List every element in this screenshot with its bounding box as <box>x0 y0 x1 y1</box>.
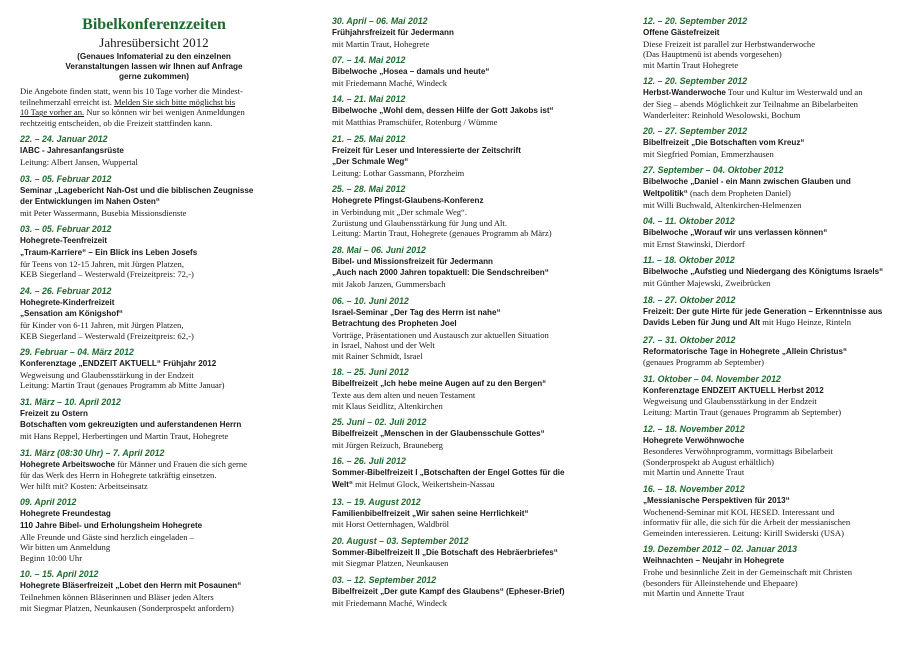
event-line <box>20 481 288 492</box>
event-detail-text: Leitung: Albert Jansen, Wuppertal <box>20 156 138 167</box>
event-date: 24. – 26. Februar 2012 <box>20 285 112 296</box>
event-date: 31. März (08:30 Uhr) – 7. April 2012 <box>20 447 165 458</box>
event-title-text: Hohegrete Arbeitswoche <box>20 459 116 469</box>
event-detail-text: (genaues Programm ab September) <box>643 357 764 368</box>
event-line <box>20 431 288 442</box>
event-line <box>332 267 600 279</box>
event-title-text: Welt“ <box>332 480 353 490</box>
event-line <box>643 87 905 99</box>
event-date: 12. – 20. September 2012 <box>643 76 748 87</box>
event-line <box>20 259 288 270</box>
event-date: 27. – 31. Oktober 2012 <box>643 334 736 345</box>
event-detail-text: mit Martin Traut, Hohegrete <box>332 38 430 49</box>
event-line <box>643 446 905 457</box>
event-entry <box>332 184 600 238</box>
event-entry <box>332 497 600 530</box>
event-detail-text: Wir bitten um Anmeldung <box>20 542 111 553</box>
event-entry <box>20 497 288 563</box>
event-entry <box>332 296 600 362</box>
event-line <box>332 428 600 440</box>
event-entry <box>20 448 288 492</box>
event-date: 18. – 25. Juni 2012 <box>332 367 409 378</box>
event-line <box>20 580 288 592</box>
event-line <box>643 200 905 211</box>
event-title-text: Betrachtung des Propheten Joel <box>332 319 457 329</box>
event-line <box>332 519 600 530</box>
event-entry <box>643 335 905 368</box>
event-date: 27. September – 04. Oktober 2012 <box>643 165 784 176</box>
event-line <box>20 419 288 431</box>
event-detail-text: KEB Siegerland – Westerwald (Freizeitpreis: 62,-) <box>20 330 194 341</box>
event-line <box>20 592 288 603</box>
event-detail-text: Wegweisung und Glaubensstärkung in der Endzeit <box>20 369 194 380</box>
page-title: Bibelkonferenzzeiten <box>82 16 226 33</box>
event-title-text: Weltpolitik“ <box>643 188 688 198</box>
event-line <box>20 380 288 391</box>
column-1 <box>20 16 288 619</box>
event-line <box>643 149 905 160</box>
event-line <box>20 542 288 553</box>
event-line <box>643 457 905 468</box>
event-line <box>643 188 905 200</box>
event-line <box>643 495 905 507</box>
event-line <box>643 278 905 289</box>
event-detail-text: mit Friedemann Maché, Windeck <box>332 77 447 88</box>
event-title-text: Bibel- und Missionsfreizeit für Jedermann <box>332 256 494 266</box>
event-line <box>643 137 905 149</box>
event-detail-text: mit Jakob Janzen, Gummersbach <box>332 278 446 289</box>
event-date: 20. – 27. September 2012 <box>643 126 748 137</box>
event-date: 30. April – 06. Mai 2012 <box>332 16 428 26</box>
event-title-text: Bibelwoche „Daniel - ein Mann zwischen Glauben und <box>643 177 851 187</box>
event-title-text: Hohegrete-Kinderfreizeit <box>20 297 115 307</box>
event-line <box>332 105 600 117</box>
event-title-text: Herbst-Wanderwoche <box>643 88 726 98</box>
event-detail-text: Tour und Kultur im Westerwald und an <box>725 87 863 98</box>
event-line <box>332 39 600 50</box>
event-entry <box>20 347 288 391</box>
event-line <box>20 145 288 157</box>
event-entry <box>332 94 600 127</box>
event-line <box>20 247 288 259</box>
intro-underlined: 10 Tage vorher an. <box>20 107 85 118</box>
event-detail-text: Zurüstung und Glaubensstärkung für Jung und Alt. <box>332 217 507 228</box>
event-entry <box>20 174 288 219</box>
event-detail-text: Beginn 10:00 Uhr <box>20 552 83 563</box>
event-detail-text: mit Jürgen Reizuch, Brauneberg <box>332 439 443 450</box>
event-title-text: Hohegrete Bläserfreizeit „Lobet den Herrn mit Posaunen“ <box>20 581 242 591</box>
event-entry <box>332 134 600 179</box>
event-title-text: Hohegrete Freundestag <box>20 509 111 519</box>
intro-text <box>20 86 288 128</box>
event-line <box>20 308 288 320</box>
event-detail-text: in Israel, Nahost und der Welt <box>332 340 435 351</box>
event-entry <box>332 367 600 411</box>
event-line <box>643 110 905 121</box>
event-title-text: Familienbibelfreizeit „Wir sahen seine Herrlichkeit“ <box>332 508 529 518</box>
event-line <box>643 306 905 318</box>
event-title-text: der Entwicklungen im Nahen Osten“ <box>20 197 160 207</box>
event-line <box>20 532 288 543</box>
event-line <box>332 390 600 401</box>
event-date: 16. – 26. Juli 2012 <box>332 456 406 467</box>
event-detail-text: Leitung: Lothar Gassmann, Pforzheim <box>332 167 465 178</box>
event-title-text: „Sensation am Königshof“ <box>20 309 123 319</box>
event-line <box>332 307 600 319</box>
event-date: 29. Februar – 04. März 2012 <box>20 347 134 358</box>
event-date: 03. – 05. Februar 2012 <box>20 224 112 235</box>
event-detail-text: für Teens von 12-15 Jahren, mit Jürgen Platzen, <box>20 258 184 269</box>
event-entry <box>643 165 905 210</box>
event-detail-text: Besonderes Verwöhnprogramm, vormittags Bibelarbeit <box>643 446 833 457</box>
event-date: 03. – 12. September 2012 <box>332 575 437 585</box>
event-date: 09. April 2012 <box>20 497 77 508</box>
event-title-text: Bibelfreizeit „Ich hebe meine Augen auf zu den Bergen“ <box>332 379 547 389</box>
event-title-text: Offene Gästefreizeit <box>643 28 720 37</box>
event-line <box>643 60 905 71</box>
event-title-text: Hohegrete-Teenfreizeit <box>20 236 108 246</box>
event-detail-text: mit Willi Buchwald, Altenkirchen-Helmenzen <box>643 199 802 210</box>
event-detail-text: (nach dem Propheten Daniel) <box>687 187 791 198</box>
event-line <box>332 27 600 39</box>
event-line <box>332 218 600 229</box>
event-line <box>643 396 905 407</box>
event-line <box>332 479 600 491</box>
event-entry <box>643 255 905 288</box>
event-entry <box>20 569 288 613</box>
event-line <box>20 603 288 614</box>
intro-line: Die Angebote finden statt, wenn bis 10 Tage vorher die Mindest- <box>20 86 243 96</box>
event-line <box>20 470 288 481</box>
event-line <box>643 357 905 368</box>
event-line <box>332 547 600 559</box>
event-title-text: 110 Jahre Bibel- und Erholungsheim Hohegrete <box>20 521 203 531</box>
event-detail-text: mit Siegmar Platzen, Neunkausen <box>332 558 449 569</box>
event-line <box>643 467 905 478</box>
event-title-text: Israel-Seminar „Der Tag des Herrn ist nahe“ <box>332 307 501 317</box>
event-detail-text: mit Rainer Schmidt, Israel <box>332 350 423 361</box>
event-title-text: Frühjahrsfreizeit für Jedermann <box>332 28 454 37</box>
event-line <box>20 196 288 208</box>
event-line <box>643 578 905 589</box>
event-entry <box>332 536 600 569</box>
event-line <box>332 156 600 168</box>
event-date: 07. – 14. Mai 2012 <box>332 55 406 66</box>
event-title-text: „Der Schmale Weg“ <box>332 157 409 167</box>
event-line <box>643 99 905 110</box>
info-note-line: (Genaues Infomaterial zu den einzelnen <box>77 52 231 61</box>
event-line <box>643 528 905 539</box>
event-detail-text: mit Günther Majewski, Zweibrücken <box>643 277 771 288</box>
event-line <box>643 407 905 418</box>
event-line <box>332 195 600 207</box>
event-line <box>332 378 600 390</box>
event-line <box>643 385 905 397</box>
event-detail-text: Texte aus dem alten und neuen Testament <box>332 390 476 401</box>
event-line <box>20 320 288 331</box>
event-line <box>332 78 600 89</box>
event-detail-text: mit Matthias Pramschüfer, Rotenburg / Wümme <box>332 116 498 127</box>
event-date: 13. – 19. August 2012 <box>332 496 421 507</box>
event-title-text: „Auch nach 2000 Jahren topaktuell: Die Sendschreiben“ <box>332 268 549 278</box>
event-date: 16. – 18. November 2012 <box>643 484 745 495</box>
event-detail-text: KEB Siegerland – Westerwald (Freizeitpreis: 72,-) <box>20 269 194 280</box>
event-line <box>332 279 600 290</box>
event-line <box>332 66 600 78</box>
event-line <box>332 117 600 128</box>
event-detail-text: Wochenend-Seminar mit KOL HESED. Interessant und <box>643 506 835 517</box>
event-detail-text: mit Martin Traut Hohegrete <box>643 59 739 70</box>
event-line <box>20 358 288 370</box>
event-title-text: Reformatorische Tage in Hohegrete „Allein Christus“ <box>643 346 848 356</box>
event-line <box>643 49 905 60</box>
event-detail-text: mit Siegfried Pomian, Emmerzhausen <box>643 148 774 159</box>
event-line <box>332 207 600 218</box>
event-line <box>643 317 905 329</box>
event-line <box>20 553 288 564</box>
event-line <box>332 340 600 351</box>
event-line <box>332 467 600 479</box>
event-line <box>332 330 600 341</box>
event-line <box>20 208 288 219</box>
event-line <box>332 401 600 412</box>
event-date: 14. – 21. Mai 2012 <box>332 94 406 105</box>
page-subtitle: Jahresübersicht 2012 <box>99 35 209 50</box>
event-line <box>332 508 600 520</box>
event-title-text: „Messianische Perspektiven für 2013“ <box>643 496 790 506</box>
event-date: 19. Dezember 2012 – 02. Januar 2013 <box>643 544 798 555</box>
event-date: 12. – 20. September 2012 <box>643 16 748 26</box>
intro-line <box>20 107 288 118</box>
event-detail-text: für das Werk des Herrn in Hohegrete tatkräftig einsetzen. <box>20 470 217 481</box>
event-date: 11. – 18. Oktober 2012 <box>643 255 735 266</box>
event-line <box>332 586 600 598</box>
event-line <box>332 351 600 362</box>
event-line <box>643 27 905 39</box>
event-title-text: Freizeit: Der gute Hirte für jede Generation – Erkenntnisse aus <box>643 306 883 316</box>
event-line <box>332 440 600 451</box>
event-detail-text: Frohe und besinnliche Zeit in der Gemeinschaft mit Christen <box>643 567 853 577</box>
event-line <box>643 39 905 50</box>
intro-underlined: Melden Sie sich bitte möglichst bis <box>114 96 236 107</box>
event-entry <box>643 216 905 249</box>
event-detail-text: mit Martin und Annette Traut <box>643 467 745 478</box>
event-entry <box>643 484 905 538</box>
event-entry <box>332 16 600 49</box>
event-line <box>332 318 600 330</box>
event-line <box>20 269 288 280</box>
event-detail-text: für Männer und Frauen die sich gerne <box>115 458 248 469</box>
event-detail-text: mit Friedemann Maché, Windeck <box>332 597 447 608</box>
event-list <box>20 134 288 613</box>
event-detail-text: Vorträge, Präsentationen und Austausch zur aktuellen Situation <box>332 329 549 340</box>
info-note <box>20 52 288 82</box>
event-entry <box>332 245 600 290</box>
event-entry <box>643 126 905 159</box>
info-note-line: Veranstaltungen lassen wir Ihnen auf Anfrage <box>65 62 243 71</box>
event-detail-text: mit Ernst Stawinski, Dierdorf <box>643 238 745 249</box>
event-detail-text: mit Peter Wassermann, Busebia Missionsdienste <box>20 207 187 218</box>
event-title-text: Bibelfreizeit „Menschen in der Glaubensschule Gottes“ <box>332 429 545 439</box>
event-date: 12. – 18. November 2012 <box>643 423 745 434</box>
event-detail-text: Leitung: Martin Traut, Hohegrete (genaues Programm ab März) <box>332 228 552 239</box>
event-detail-text: mit Martin und Annette Traut <box>643 588 745 599</box>
event-detail-text: Gemeinden interessieren. Leitung: Kirill Swiderski (USA) <box>643 527 844 538</box>
event-line <box>643 555 905 567</box>
event-title-text: Hohegrete Verwöhnwoche <box>643 435 745 445</box>
event-detail-text: Diese Freizeit ist parallel zur Herbstwanderwoche <box>643 38 816 49</box>
event-title-text: Bibelwoche „Wohl dem, dessen Hilfe der Gott Jakobs ist“ <box>332 106 554 116</box>
event-line <box>332 228 600 239</box>
event-entry <box>332 417 600 450</box>
event-detail-text: Wanderleiter: Reinhold Wesolowski, Bochum <box>643 109 801 120</box>
event-detail-text: der Sieg – abends Möglichkeit zur Teilnahme an Bibelarbeiten <box>643 98 858 109</box>
event-detail-text: in Verbindung mit „Der schmale Weg“. <box>332 206 468 217</box>
event-detail-text: für Kinder von 6-11 Jahren, mit Jürgen Platzen, <box>20 319 184 330</box>
event-date: 20. August – 03. September 2012 <box>332 535 469 546</box>
event-line <box>20 370 288 381</box>
info-note-line: gerne zukommen) <box>118 72 190 81</box>
event-entry <box>332 456 600 490</box>
event-entry <box>332 575 600 608</box>
intro-line <box>20 97 288 108</box>
event-entry <box>20 224 288 279</box>
event-line <box>332 558 600 569</box>
event-line <box>643 346 905 358</box>
event-list <box>332 16 600 608</box>
event-title-text: Davids Leben für Jung und Alt <box>643 318 761 328</box>
event-title-text: Bibelfreizeit „Der gute Kampf des Glaubens“ (Epheser-Brief) <box>332 587 565 596</box>
event-date: 25. Juni – 02. Juli 2012 <box>332 417 427 428</box>
event-title-text: Seminar „Lagebericht Nah-Ost und die biblischen Zeugnisse <box>20 185 254 195</box>
event-title-text: Freizeit für Leser und Interessierte der Zeitschrift <box>332 145 521 155</box>
event-title-text: IABC - Jahresanfangsrüste <box>20 146 124 156</box>
event-entry <box>20 286 288 341</box>
event-line <box>643 507 905 518</box>
event-title-text: „Traum-Karriere“ – Ein Blick ins Leben Josefs <box>20 247 198 257</box>
intro-text-part: teilnehmerzahl erreicht ist. <box>20 96 112 107</box>
event-detail-text: Wer hilft mit? Kosten: Arbeitseinsatz <box>20 480 148 491</box>
event-entry <box>20 134 288 167</box>
event-title-text: Bibelwoche „Aufstieg und Niedergang des Königtums Israels“ <box>643 267 884 277</box>
event-detail-text: mit Klaus Seidlitz, Altenkirchen <box>332 400 443 411</box>
event-title-text: Konferenztage „ENDZEIT AKTUELL“ Frühjahr 2012 <box>20 359 217 369</box>
event-line <box>20 508 288 520</box>
event-detail-text: (Sonderprospekt ab August erhältlich) <box>643 456 775 467</box>
event-title-text: Hohegrete Pfingst-Glaubens-Konferenz <box>332 196 484 206</box>
event-line <box>20 297 288 309</box>
event-date: 22. – 24. Januar 2012 <box>20 134 108 145</box>
event-date: 21. – 25. Mai 2012 <box>332 133 406 144</box>
event-title-text: Konferenztage ENDZEIT AKTUELL Herbst 2012 <box>643 385 824 395</box>
event-line <box>332 145 600 157</box>
event-entry <box>643 295 905 329</box>
event-title-text: Botschaften vom gekreuzigten und auferstandenen Herrn <box>20 420 242 430</box>
intro-text-part: Nur so können wir bei wenigen Anmeldungen <box>86 107 245 118</box>
event-date: 31. Oktober – 04. November 2012 <box>643 373 781 384</box>
event-detail-text: Wegweisung und Glaubensstärkung in der Endzeit <box>643 396 817 407</box>
event-detail-text: Alle Freunde und Gäste sind herzlich eingeladen – <box>20 531 194 542</box>
column-3 <box>643 16 905 605</box>
event-entry <box>332 55 600 88</box>
event-date: 28. Mai – 06. Juni 2012 <box>332 244 426 255</box>
event-date: 04. – 11. Oktober 2012 <box>643 216 735 227</box>
event-date: 18. – 27. Oktober 2012 <box>643 294 736 305</box>
event-line <box>20 520 288 532</box>
event-list <box>643 16 905 599</box>
event-date: 06. – 10. Juni 2012 <box>332 295 409 306</box>
event-line <box>643 239 905 250</box>
event-detail-text: Teilnehmen können Bläserinnen und Bläser jeden Alters <box>20 592 214 602</box>
event-detail-text: (Das Hauptmenü ist abends vorgesehen) <box>643 49 782 60</box>
event-line <box>643 435 905 447</box>
event-detail-text: mit Helmut Glock, Weikertshein-Nassau <box>353 479 495 490</box>
event-title-text: Bibelwoche „Worauf wir uns verlassen können“ <box>643 228 828 238</box>
event-line <box>20 459 288 471</box>
event-title-text: Weihnachten – Neujahr in Hohegrete <box>643 556 785 566</box>
event-entry <box>643 76 905 120</box>
event-line <box>643 567 905 578</box>
event-detail-text: Leitung: Martin Traut (genaues Programm ab September) <box>643 407 842 418</box>
event-detail-text: mit Hans Reppel, Herbertingen und Martin Traut, Hohegrete <box>20 431 229 442</box>
event-line <box>20 185 288 197</box>
event-line <box>643 517 905 528</box>
event-line <box>643 227 905 239</box>
event-detail-text: informativ für alle, die sich für die Arbeit der messianischen <box>643 517 851 528</box>
event-entry <box>20 397 288 442</box>
event-detail-text: mit Siegmar Platzen, Neunkausen (Sonderprospekt anfordern) <box>20 602 234 613</box>
event-entry <box>643 374 905 418</box>
event-line <box>20 235 288 247</box>
event-entry <box>643 544 905 598</box>
event-detail-text: mit Hugo Heinze, Rinteln <box>760 317 852 328</box>
event-line <box>20 157 288 168</box>
event-date: 10. – 15. April 2012 <box>20 569 99 580</box>
event-title-text: Bibelfreizeit „Die Botschaften vom Kreuz“ <box>643 138 805 148</box>
event-date: 25. – 28. Mai 2012 <box>332 184 406 195</box>
event-title-text: Sommer-Bibelfreizeit I „Botschaften der Engel Gottes für die <box>332 468 565 478</box>
event-line <box>332 256 600 268</box>
event-title-text: Sommer-Bibelfreizeit II „Die Botschaft des Hebräerbriefes“ <box>332 547 558 557</box>
event-detail-text: (besonders für Alleinstehende und Ehepaare) <box>643 577 798 588</box>
event-line <box>20 408 288 420</box>
event-detail-text: mit Horst Oetternhagen, Waldbröl <box>332 519 450 530</box>
event-line <box>332 598 600 609</box>
event-line <box>643 266 905 278</box>
event-date: 03. – 05. Februar 2012 <box>20 173 112 184</box>
event-detail-text: Leitung: Martin Traut (genaues Programm ab Mitte Januar) <box>20 380 225 391</box>
event-title-text: Freizeit zu Ostern <box>20 408 88 418</box>
event-entry <box>643 424 905 478</box>
event-date: 31. März – 10. April 2012 <box>20 396 121 407</box>
event-line <box>643 588 905 599</box>
event-line <box>332 168 600 179</box>
column-2 <box>332 16 600 614</box>
event-entry <box>643 16 905 70</box>
event-line <box>20 331 288 342</box>
intro-line: rechtzeitig entscheiden, ob die Freizeit stattfinden kann. <box>20 117 213 128</box>
event-line <box>643 176 905 188</box>
event-title-text: Bibelwoche „Hosea – damals und heute“ <box>332 67 490 77</box>
